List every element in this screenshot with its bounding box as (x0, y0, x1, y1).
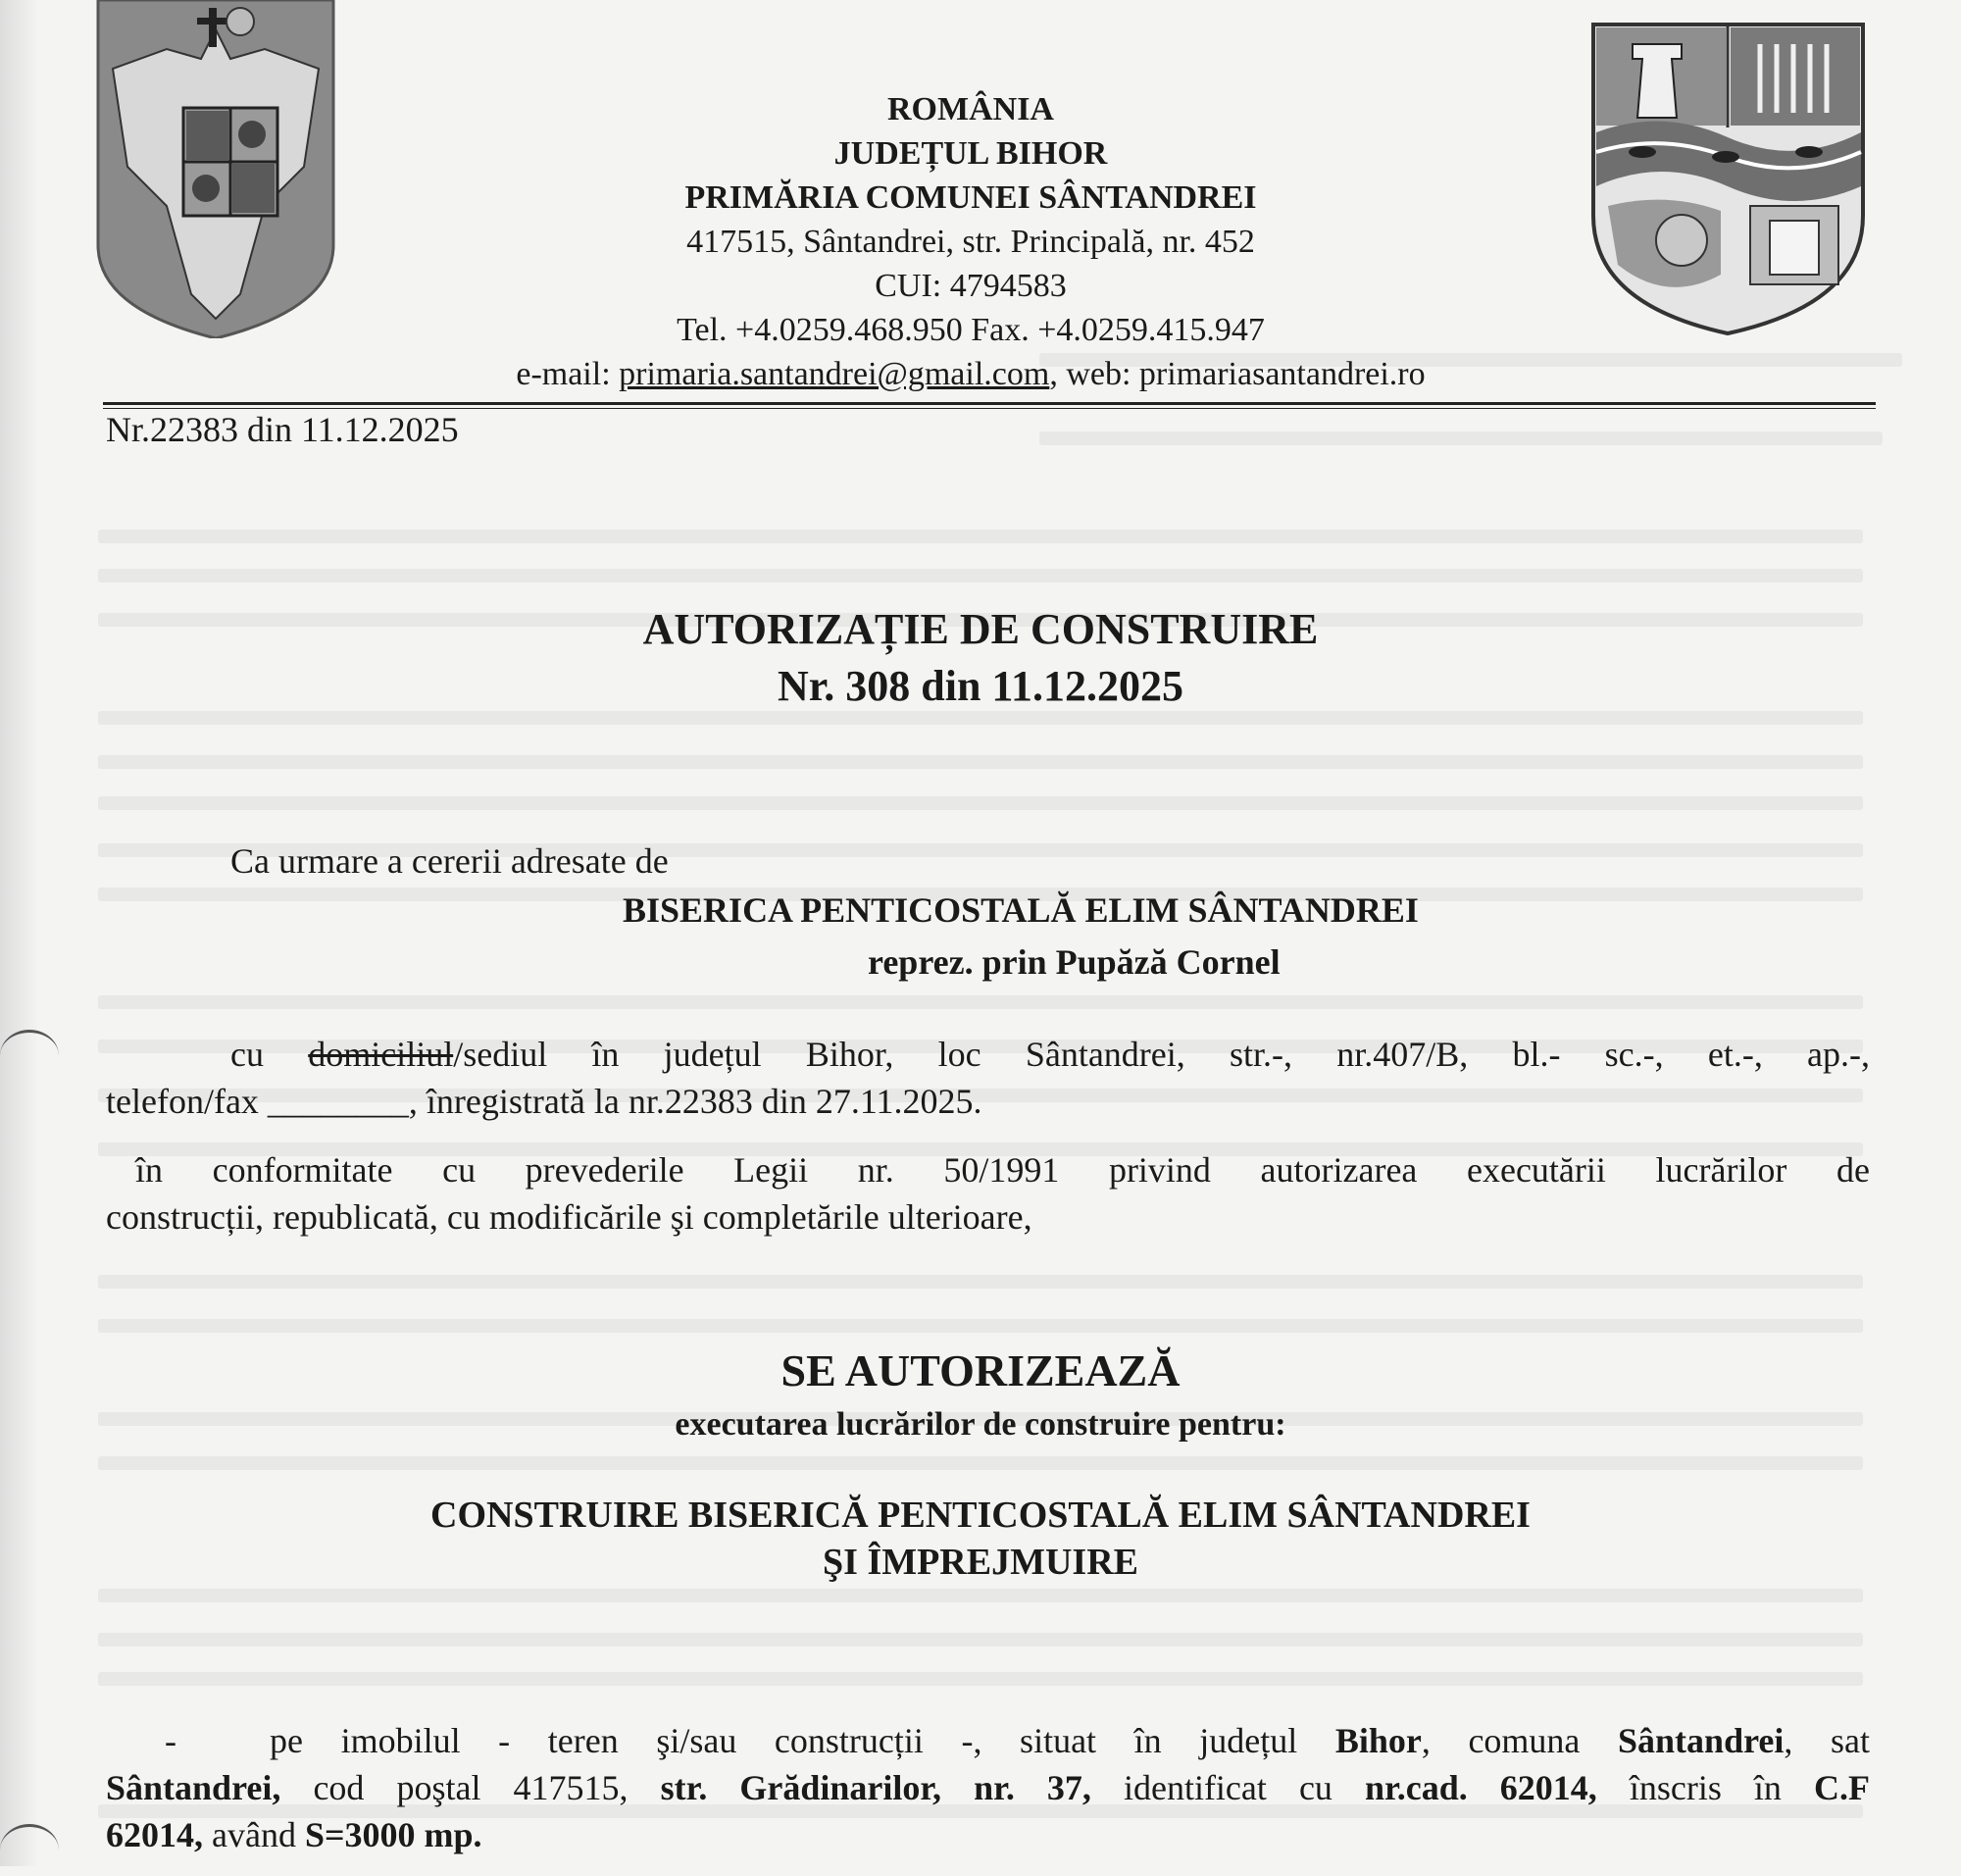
domicile-prefix: cu (230, 1035, 309, 1074)
header-divider (103, 402, 1876, 405)
property-text: pe imobilul - teren şi/sau construcții -, situat în județul (270, 1721, 1335, 1760)
property-text: înscris în (1596, 1768, 1814, 1807)
domicile-struck-word: domiciliul (308, 1035, 454, 1074)
property-text: având (203, 1815, 305, 1854)
decision-subheading: executarea lucrărilor de construire pentru: (675, 1406, 1286, 1443)
header-country: ROMÂNIA (887, 91, 1054, 127)
applicant-name: BISERICA PENTICOSTALĂ ELIM SÂNTANDREI (623, 890, 1419, 930)
domicile-line-2: telefon/fax ________, înregistrată la nr.22383 din 27.11.2025. (106, 1082, 982, 1121)
romania-coat-of-arms-icon (93, 0, 338, 338)
property-line-1 (270, 1718, 1870, 1763)
property-line-2 (106, 1765, 1870, 1810)
property-text: identificat cu (1090, 1768, 1366, 1807)
property-street: str. Grădinarilor, nr. 37, (660, 1768, 1091, 1807)
header-contact (412, 353, 1530, 396)
domicile-line (230, 1032, 1870, 1077)
bihor-county-coat-of-arms-icon (1588, 20, 1868, 338)
domicile-details: /sediul în județul Bihor, loc Sântandrei, str.-, nr.407/B, bl.- sc.-, et.-, ap.-, (453, 1035, 1870, 1074)
registration-number: Nr.22383 din 11.12.2025 (106, 410, 459, 449)
applicant-representative: reprez. prin Pupăză Cornel (868, 942, 1281, 982)
property-text: , sat (1784, 1721, 1870, 1760)
page-edge-shadow (0, 0, 39, 1866)
property-commune: Sântandrei (1618, 1721, 1785, 1760)
property-land-book: C.F (1813, 1768, 1870, 1807)
web-text: , web: primariasantandrei.ro (1049, 356, 1426, 392)
punch-hole-mark (0, 1824, 59, 1876)
property-text: , comuna (1421, 1721, 1619, 1760)
punch-hole-mark (0, 1030, 59, 1082)
property-village: Sântandrei, (106, 1768, 281, 1807)
property-text: cod poştal 417515, (280, 1768, 661, 1807)
legal-basis-line-1: în conformitate cu prevederile Legii nr. 50/1991 privind autorizarea executării lucrărilor de (135, 1150, 1870, 1190)
project-title-line-2: ŞI ÎMPREJMUIRE (823, 1542, 1138, 1583)
header-cui: CUI: 4794583 (875, 268, 1067, 304)
property-county: Bihor (1334, 1721, 1422, 1760)
email-link[interactable]: primaria.santandrei@gmail.com (619, 356, 1050, 392)
property-land-book-number: 62014, (106, 1815, 203, 1854)
email-label: e-mail: (516, 356, 620, 392)
property-cadastral: nr.cad. 62014, (1365, 1768, 1597, 1807)
header-institution: PRIMĂRIA COMUNEI SÂNTANDREI (684, 179, 1257, 216)
document-number: Nr. 308 din 11.12.2025 (777, 662, 1183, 710)
property-area: S=3000 mp. (304, 1815, 482, 1854)
property-bullet: - (165, 1721, 176, 1760)
request-intro: Ca urmare a cererii adresate de (230, 841, 669, 881)
document-title: AUTORIZAȚIE DE CONSTRUIRE (642, 605, 1319, 653)
header-phones: Tel. +4.0259.468.950 Fax. +4.0259.415.947 (677, 312, 1265, 348)
header-county: JUDEȚUL BIHOR (833, 135, 1108, 172)
legal-basis-line-2: construcții, republicată, cu modificările şi completările ulterioare, (106, 1197, 1032, 1237)
property-line-3 (106, 1812, 482, 1857)
header-address: 417515, Sântandrei, str. Principală, nr. 452 (686, 224, 1255, 260)
project-title-line-1: CONSTRUIRE BISERICĂ PENTICOSTALĂ ELIM SÂNTANDREI (430, 1495, 1531, 1536)
decision-heading: SE AUTORIZEAZĂ (780, 1345, 1181, 1395)
